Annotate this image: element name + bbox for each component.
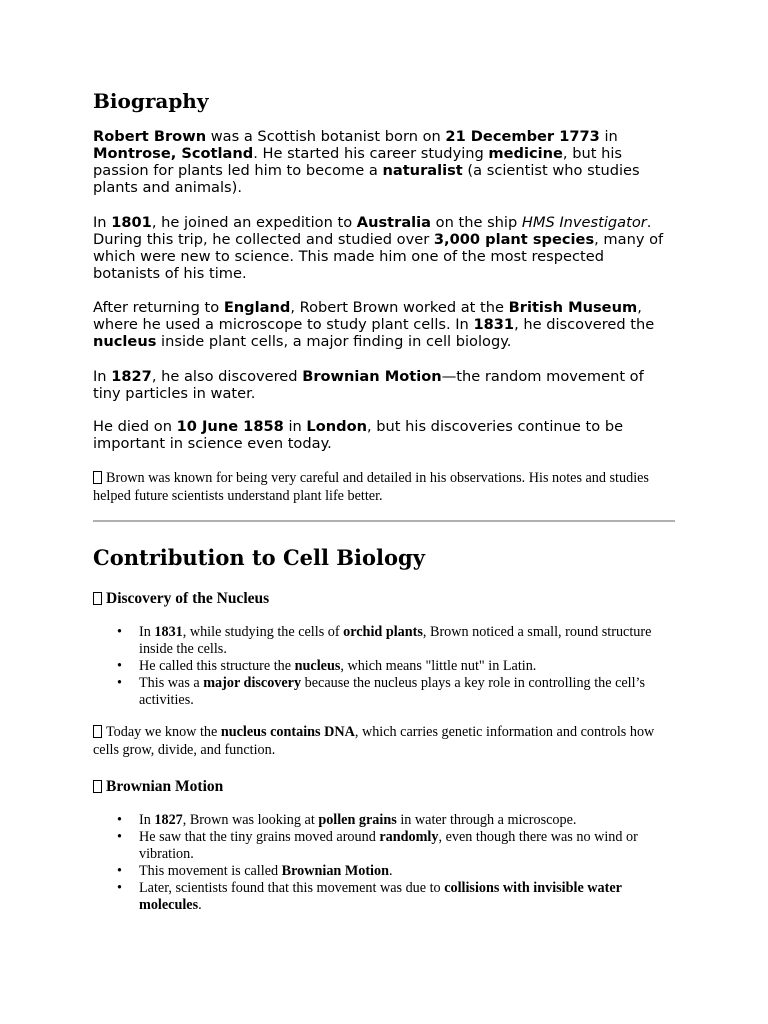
brownian-motion-subheading: Brownian Motion [93,777,223,796]
brownian-motion-list [93,812,675,914]
biography-paragraph-5: He died on 10 June 1858 in London, but his discoveries continue to be important in science even today. [93,418,624,452]
list-item: • This was a major discovery because the nucleus plays a key role in controlling the cell’s activities. [117,675,646,708]
list-item: • He called this structure the nucleus, which means "little nut" in Latin. [117,658,537,674]
bullet: • [117,812,122,828]
cell-biology-heading: Contribution to Cell Biology [93,545,425,570]
bullet: • [117,863,122,879]
biography-paragraph-3: After returning to England, Robert Brown worked at the British Museum, where he used a microscope to study plant cells. In 1831, he discovered the nucleus inside plant cells, a major finding in cell biology. [93,299,655,350]
nucleus-list [93,624,675,709]
list-item: • In 1827, Brown was looking at pollen grains in water through a microscope. [117,812,577,828]
bullet: • [117,675,122,691]
note-icon [93,471,102,484]
bullet: • [117,880,122,896]
bullet: • [117,829,122,845]
biography-heading: Biography [93,89,209,113]
list-item: • This movement is called Brownian Motion. [117,863,393,879]
section-divider [93,520,675,522]
biography-note: Brown was known for being very careful and detailed in his observations. His notes and studies helped future scientists understand plant life better. [93,470,649,504]
nucleus-subheading: Discovery of the Nucleus [93,589,269,608]
list-item: • In 1831, while studying the cells of orchid plants, Brown noticed a small, round structure inside the cells. [117,624,652,657]
bullet: • [117,624,122,640]
list-item: • He saw that the tiny grains moved around randomly, even though there was no wind or vibration. [117,829,638,862]
nucleus-note: Today we know the nucleus contains DNA, which carries genetic information and controls how cells grow, divide, and function. [93,724,655,758]
bullet: • [117,658,122,674]
list-item: • Later, scientists found that this movement was due to collisions with invisible water molecules. [117,880,622,913]
biography-paragraph-2: In 1801, he joined an expedition to Australia on the ship HMS Investigator. During this trip, he collected and studied over 3,000 plant species, many of which were new to science. This made him one of the most respected botanists of his time. [93,214,664,282]
dna-icon [93,725,102,738]
nucleus-icon [93,592,102,605]
biography-paragraph-4: In 1827, he also discovered Brownian Motion—the random movement of tiny particles in water. [93,368,644,402]
motion-icon [93,780,102,793]
biography-paragraph-1: Robert Brown was a Scottish botanist born on 21 December 1773 in Montrose, Scotland. He started his career studying medicine, but his passion for plants led him to become a naturalist (a scientist who studies plants and animals). [93,128,640,196]
